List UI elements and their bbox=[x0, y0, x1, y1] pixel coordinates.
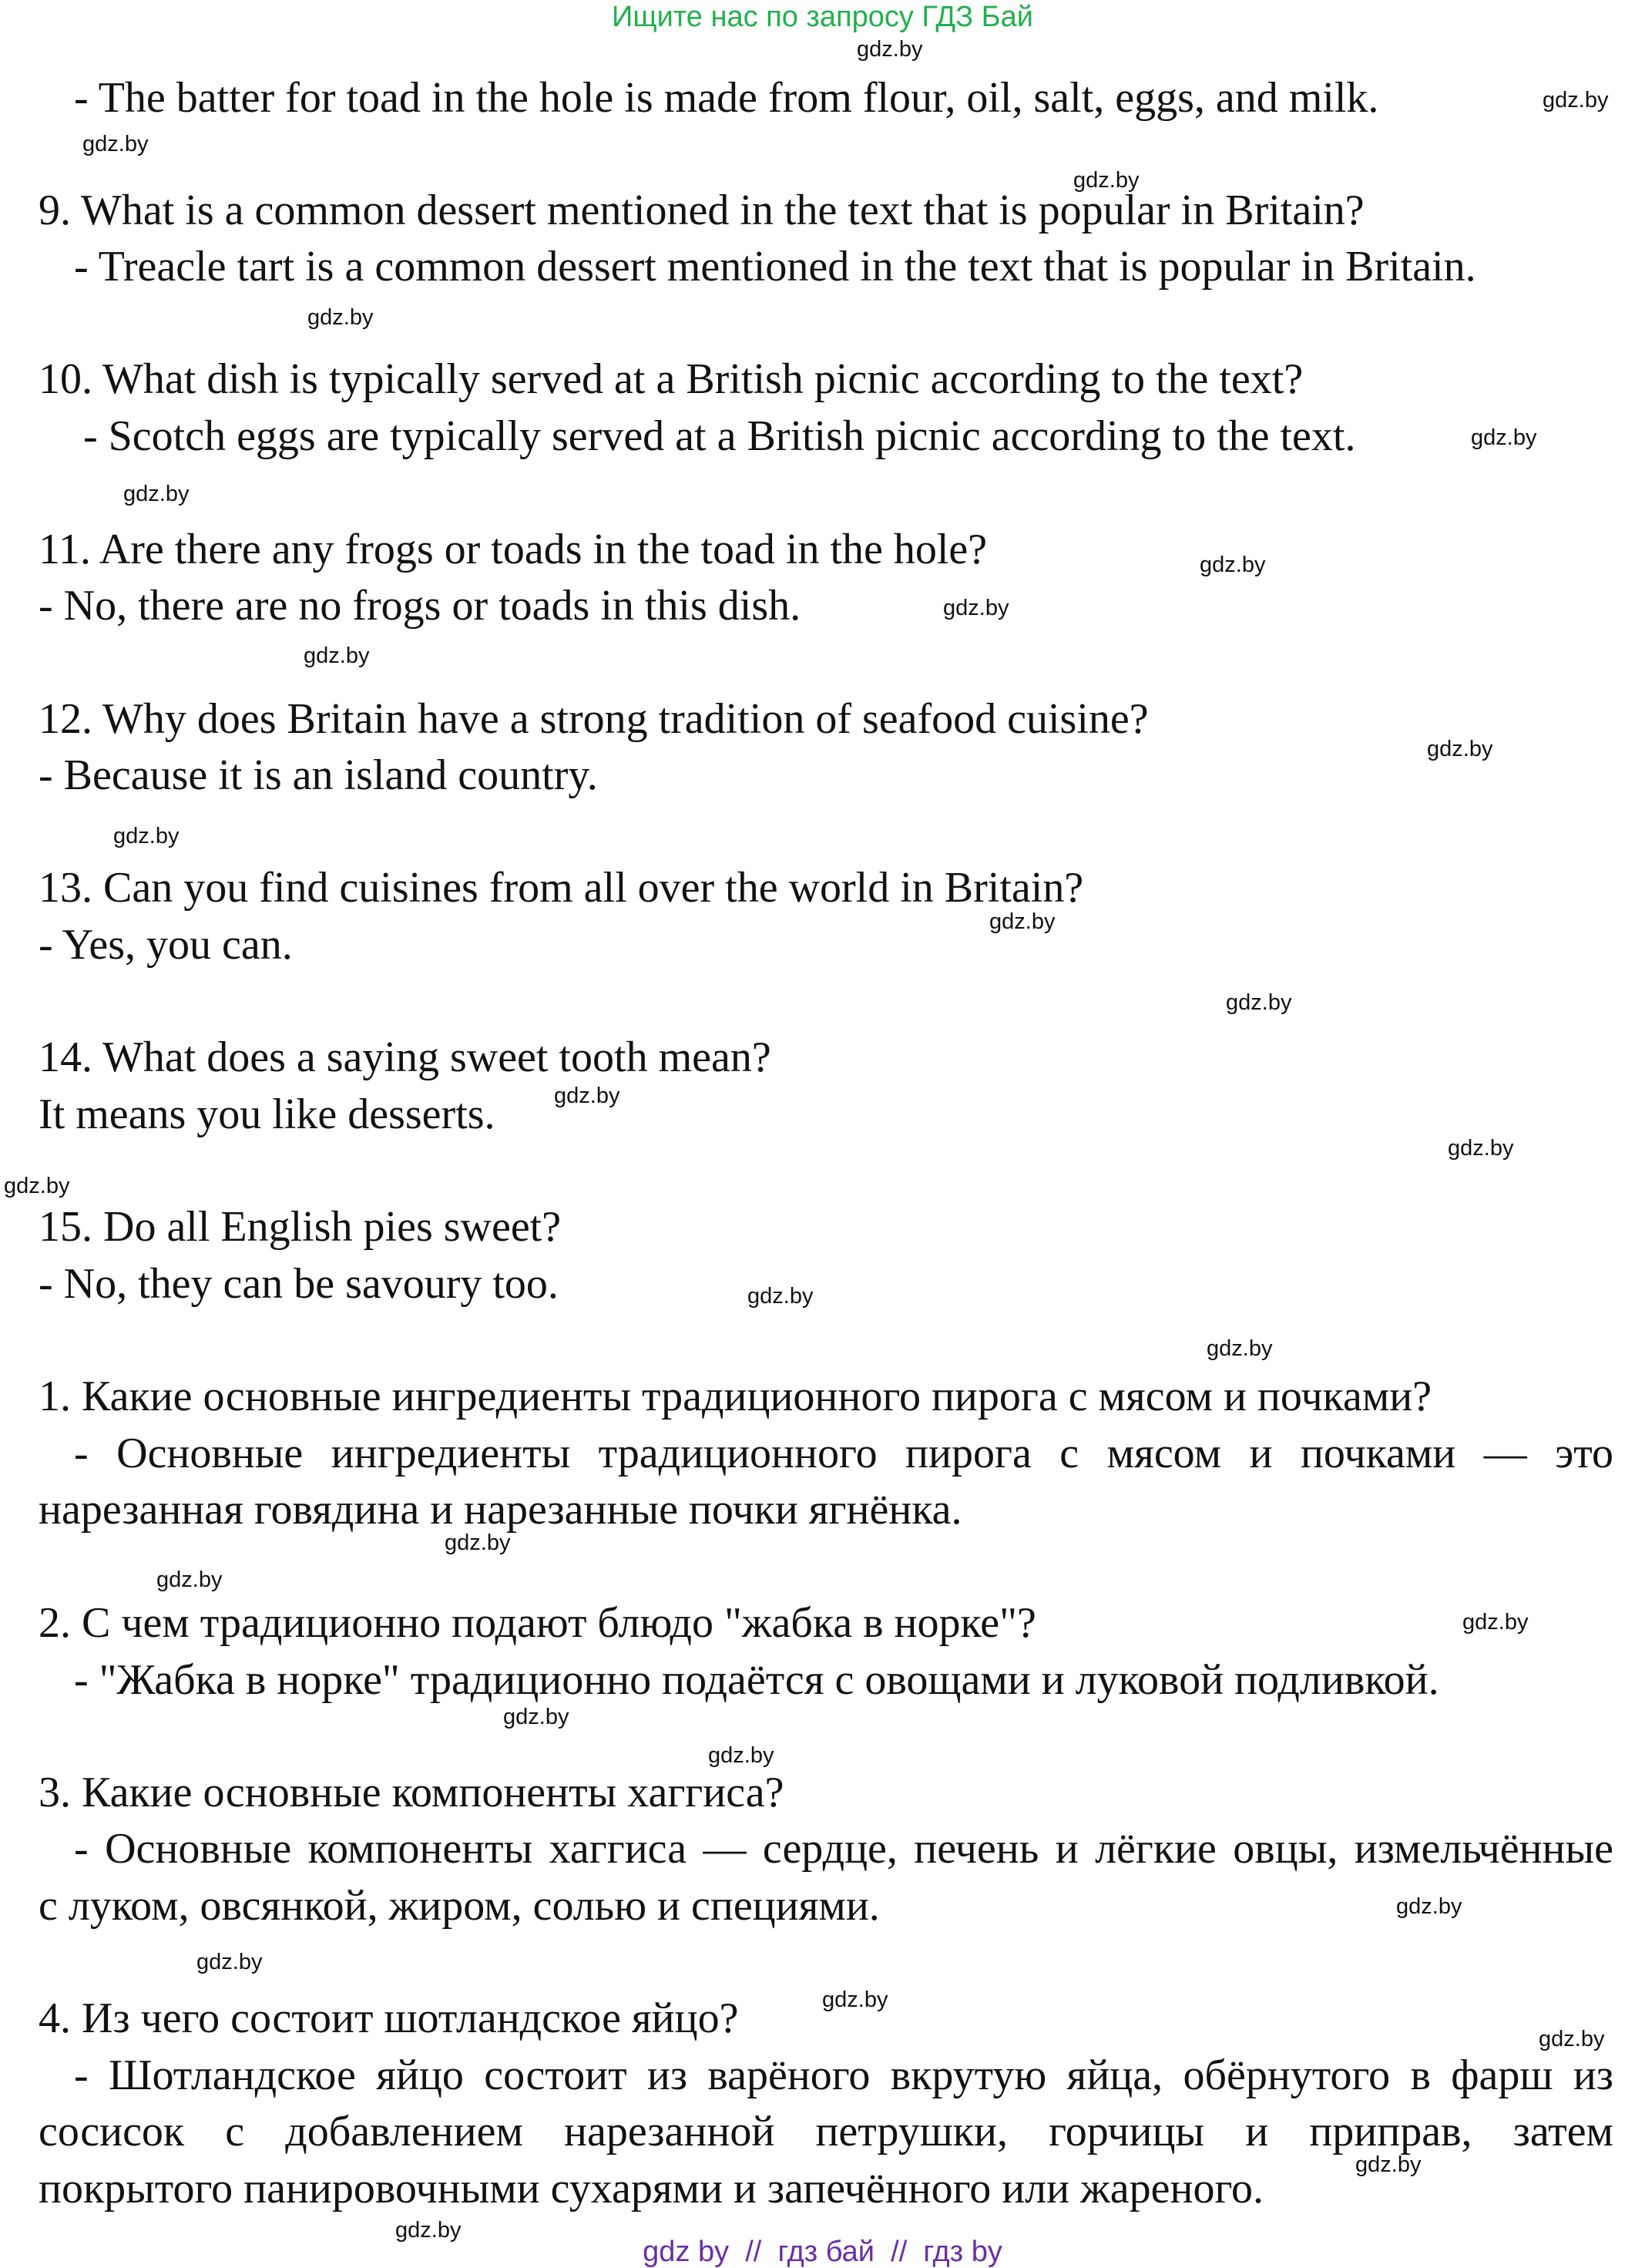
answer-line: нарезанная говядина и нарезанные почки ягнёнка. bbox=[39, 1486, 962, 1534]
watermark: gdz.by bbox=[1200, 553, 1266, 577]
watermark: gdz.by bbox=[857, 37, 923, 62]
watermark: gdz.by bbox=[82, 132, 149, 156]
question-line: 15. Do all English pies sweet? bbox=[39, 1203, 562, 1251]
watermark: gdz.by bbox=[1355, 2152, 1422, 2177]
watermark: gdz.by bbox=[1543, 88, 1609, 113]
answer-line: с луком, овсянкой, жиром, солью и специями. bbox=[39, 1882, 880, 1930]
answer-line: - Шотландское яйцо состоит из варёного вкрутую яйца, обёрнутого в фарш из bbox=[74, 2051, 1613, 2099]
answer-line: - Treacle tart is a common dessert mentioned in the text that is popular in Britain. bbox=[74, 243, 1476, 291]
answer-line: - No, they can be savoury too. bbox=[39, 1260, 559, 1308]
watermark: gdz.by bbox=[1396, 1894, 1462, 1919]
question-line: 12. Why does Britain have a strong tradition of seafood cuisine? bbox=[39, 695, 1149, 743]
question-line: 2. С чем традиционно подают блюдо "жабка в норке"? bbox=[39, 1599, 1036, 1647]
watermark: gdz.by bbox=[1073, 168, 1140, 193]
question-line: 3. Какие основные компоненты хаггиса? bbox=[39, 1769, 784, 1816]
question-line: 1. Какие основные ингредиенты традиционного пирога с мясом и почками? bbox=[39, 1373, 1432, 1420]
answer-line: - Scotch eggs are typically served at a British picnic according to the text. bbox=[83, 412, 1356, 460]
watermark: gdz.by bbox=[989, 909, 1056, 934]
watermark: gdz.by bbox=[196, 1950, 263, 1974]
watermark: gdz.by bbox=[1462, 1610, 1529, 1635]
watermark: gdz.by bbox=[123, 482, 190, 506]
watermark: gdz.by bbox=[822, 1987, 888, 2012]
footer-links: gdz by // гдз бай // гдз by bbox=[643, 2236, 1002, 2268]
question-line: 11. Are there any frogs or toads in the toad in the hole? bbox=[39, 526, 988, 573]
watermark: gdz.by bbox=[554, 1084, 620, 1108]
watermark: gdz.by bbox=[156, 1567, 223, 1592]
watermark: gdz.by bbox=[1471, 425, 1537, 450]
answer-line: - Основные компоненты хаггиса — сердце, печень и лёгкие овцы, измельчённые bbox=[74, 1825, 1613, 1873]
watermark: gdz.by bbox=[4, 1174, 70, 1198]
answer-line: сосисок с добавлением нарезанной петрушки, горчицы и приправ, затем bbox=[39, 2108, 1613, 2155]
watermark: gdz.by bbox=[307, 305, 374, 330]
watermark: gdz.by bbox=[747, 1284, 814, 1309]
watermark: gdz.by bbox=[1427, 737, 1493, 761]
answer-line: - No, there are no frogs or toads in this dish. bbox=[39, 582, 801, 630]
question-line: 13. Can you find cuisines from all over the world in Britain? bbox=[39, 864, 1084, 912]
question-line: 14. What does a saying sweet tooth mean? bbox=[39, 1033, 771, 1081]
question-line: 4. Из чего состоит шотландское яйцо? bbox=[39, 1994, 739, 2042]
watermark: gdz.by bbox=[445, 1530, 511, 1555]
answer-line: - Основные ингредиенты традиционного пирога с мясом и почками — это bbox=[74, 1430, 1613, 1477]
answer-line: покрытого панировочными сухарями и запечённого или жареного. bbox=[39, 2165, 1264, 2213]
watermark: gdz.by bbox=[395, 2218, 462, 2243]
answer-line: - Yes, you can. bbox=[39, 921, 293, 969]
question-line: 10. What dish is typically served at a British picnic according to the text? bbox=[39, 355, 1304, 403]
watermark: gdz.by bbox=[708, 1743, 774, 1768]
question-line: 9. What is a common dessert mentioned in the text that is popular in Britain? bbox=[39, 186, 1365, 234]
watermark: gdz.by bbox=[943, 596, 1009, 620]
watermark: gdz.by bbox=[1226, 990, 1292, 1015]
answer-line: - "Жабка в норке" традиционно подаётся с овощами и луковой подливкой. bbox=[74, 1656, 1439, 1704]
watermark: gdz.by bbox=[1539, 2027, 1605, 2051]
answer-line: - Because it is an island country. bbox=[39, 751, 598, 799]
search-banner: Ищите нас по запросу ГДЗ Бай bbox=[612, 1, 1033, 33]
watermark: gdz.by bbox=[1207, 1336, 1273, 1361]
watermark: gdz.by bbox=[503, 1705, 569, 1729]
watermark: gdz.by bbox=[1448, 1136, 1514, 1161]
watermark: gdz.by bbox=[304, 643, 370, 668]
answer-line: - The batter for toad in the hole is made from flour, oil, salt, eggs, and milk. bbox=[74, 74, 1379, 122]
watermark: gdz.by bbox=[113, 824, 180, 848]
answer-line: It means you like desserts. bbox=[39, 1090, 495, 1138]
